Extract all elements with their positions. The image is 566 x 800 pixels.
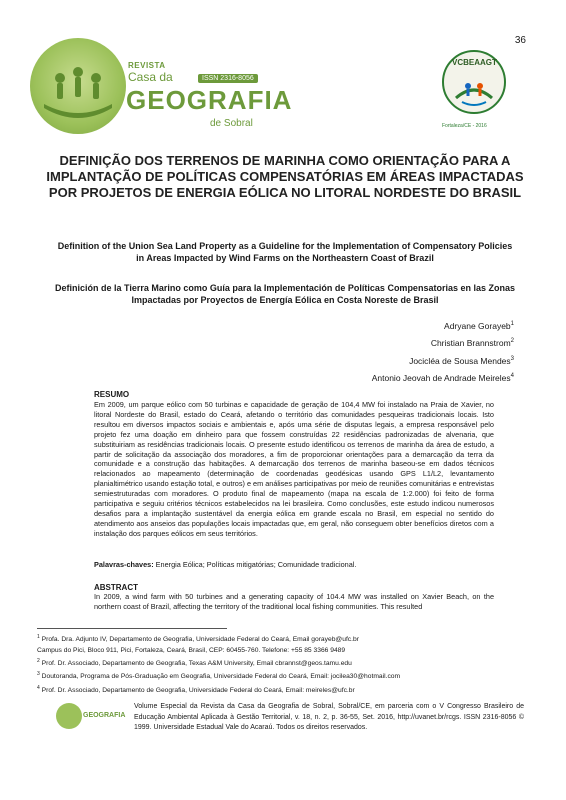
- keywords-text: Energia Eólica; Políticas mitigatórias; Comunidade tradicional.: [155, 560, 357, 569]
- citation-text: Volume Especial da Revista da Casa da Geografia de Sobral, Sobral/CE, em parceria com o V Congresso Brasileiro de Educação Ambiental Aplicada à Gestão Territorial, v. 18, n. 2, p. 36-55, Set. 2016, http://uvanet.br/rcgs. ISSN 2316-8056 © 1999. Universidade Estadual Vale do Acaraú. Todos os direitos reservados.: [134, 703, 524, 731]
- footnotes: [37, 632, 537, 696]
- author-sup: 3: [510, 355, 514, 362]
- footnote-text: Prof. Dr. Associado, Departamento de Geografia, Universidade Federal do Ceará, Email: meireles@ufc.br: [41, 686, 355, 694]
- logo-casa-da: Casa da: [128, 70, 173, 84]
- footer-logo: [56, 703, 126, 731]
- event-acronym: VCBEAAGT: [452, 58, 497, 67]
- footnote-sup: 2: [37, 658, 40, 665]
- footnote-sup: 4: [37, 684, 40, 691]
- author-name: Christian Brannstrom: [430, 338, 511, 349]
- footnote-text: Campus do Pici, Bloco 911, Pici, Fortaleza, Ceará, Brasil, CEP: 60455-760. Telefone: +55 85 3366 9489: [37, 647, 346, 655]
- footnote-item: [37, 656, 537, 669]
- author-item: [372, 334, 514, 351]
- footnote-text: Profa. Dra. Adjunto IV, Departamento de Geografia, Universidade Federal do Ceará, Email gorayeb@ufc.br: [41, 636, 359, 644]
- author-sup: 1: [510, 321, 514, 327]
- abstract-heading: ABSTRACT: [94, 583, 138, 592]
- article-title-spanish: Definición de la Tierra Marino como Guía para la Implementación de Políticas Compensatorias en las Zonas Impactadas por Proyectos de Energía Eólica en Costa Noreste de Brasil: [55, 283, 515, 305]
- author-item: [372, 317, 514, 334]
- event-logo: [438, 50, 504, 132]
- abstract-text: In 2009, a wind farm with 50 turbines and a generating capacity of 104.4 MW was installed on Xavier Beach, on the northern coast of Brazil, affecting the territory of the traditional local fishing communities. This resulted: [94, 592, 494, 611]
- author-list: [372, 317, 514, 386]
- keywords: [94, 560, 356, 569]
- journal-logo: [30, 38, 300, 138]
- footnote-item: [37, 669, 537, 682]
- page-number: 36: [514, 35, 526, 46]
- globe-people-icon: [30, 38, 126, 134]
- author-item: [372, 369, 514, 386]
- footer-logo-text: GEOGRAFIA: [83, 712, 126, 719]
- event-subtitle: Fortaleza/CE - 2016: [442, 123, 487, 129]
- logo-geografia: GEOGRAFIA: [126, 85, 293, 115]
- footer-globe-icon: [56, 703, 82, 729]
- author-sup: 4: [510, 372, 514, 379]
- resumo-heading: RESUMO: [94, 390, 130, 399]
- author-name: Antonio Jeovah de Andrade Meireles: [371, 372, 511, 383]
- footnote-item: [37, 632, 537, 645]
- keywords-label: Palavras-chaves:: [94, 560, 154, 569]
- author-item: [372, 352, 514, 369]
- logo-de-sobral: de Sobral: [210, 118, 253, 129]
- footnote-text: Prof. Dr. Associado, Departamento de Geografia, Texas A&M University, Email cbrannst@geos.tamu.edu: [41, 660, 352, 668]
- footnote-item: [37, 645, 537, 656]
- author-name: Jocicléa de Sousa Mendes: [409, 355, 511, 366]
- author-sup: 2: [510, 338, 514, 345]
- logo-issn: ISSN 2316-8056: [198, 74, 258, 83]
- article-title: DEFINIÇÃO DOS TERRENOS DE MARINHA COMO ORIENTAÇÃO PARA A IMPLANTAÇÃO DE POLÍTICAS COMPENSATÓRIAS EM ÁREAS IMPACTADAS POR PROJETOS DE ENERGIA EÓLICA NO LITORAL NORDESTE DO BRASIL: [46, 153, 524, 200]
- footnote-text: Doutoranda, Programa de Pós-Graduação em Geografia, Universidade Federal do Ceará, Email: jocilea30@hotmail.com: [41, 673, 401, 681]
- footnote-divider: [37, 628, 227, 629]
- author-name: Adryane Gorayeb: [444, 320, 511, 331]
- logo-revista: REVISTA: [128, 61, 166, 70]
- footnote-sup: 1: [37, 634, 40, 640]
- resumo-text: Em 2009, um parque eólico com 50 turbinas e capacidade de geração de 104,4 MW foi instalado na Praia de Xavier, no litoral Nordeste do Brasil, estado do Ceará, afetando o território das comunidades pesqueiras tradicionais locais. Isto resultou em diversos impactos sociais e ambientais e, após uma série de disputas legais, a empresa responsável pelo projeto fez uma doação em dinheiro para que fossem construídas 22 residências padronizadas de alvenaria, que substituiriam as residências tradicionais locais. O presente estudo identificou os terrenos de marinha da área de estudo, a partir de solicitação da associação dos moradores, a fim de proporcionar orientações para a demarcação da terra da comunidade e a construção das habitações. A demarcação dos terrenos de marinha baseou-se em dados técnicos relacionados ao mapeamento (determinação de coordenadas geodésicas usando GPS L1/L2, levantamento planialtimétrico usando estação total, e outros) e em análises participativas por meio de reuniões comunitárias e entrevistas semiestruturadas com moradores. O produto final de mapeamento (mapa na escala de 1:2.000) foi feito de forma participativa e seguiu critérios técnicos estabelecidos na lei brasileira. Como conclusões, este estudo indicou numerosos desafios para a implantação sustentável da energia eólica em grande escala no Brasil, em especial no sentido do atendimento aos anseios das populações locais impactadas que, em geral, não conseguem obter benefícios diretos com a instalação dos parques eólicos em seus territórios.: [94, 400, 494, 538]
- footnote-sup: 3: [37, 671, 40, 678]
- article-title-english: Definition of the Union Sea Land Property as a Guideline for the Implementation of Compensatory Policies in Areas Impacted by Wind Farms on the Northeastern Coast of Brazil: [57, 241, 513, 263]
- footnote-item: [37, 683, 537, 696]
